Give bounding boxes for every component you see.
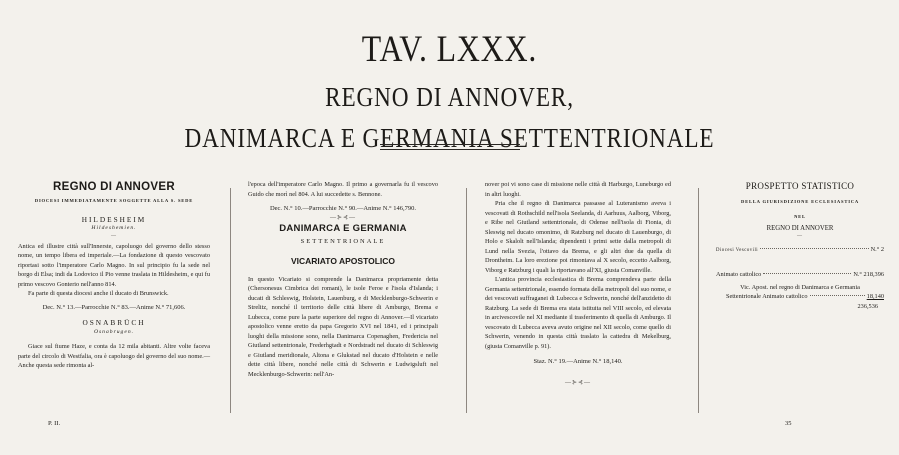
vicariate-heading: VICARIATO APOSTOLICO — [290, 255, 396, 266]
row-dioceses-label: Diocesi Vescovili — [716, 247, 759, 253]
leader-dots — [810, 295, 865, 296]
column-divider-1 — [230, 188, 231, 413]
brunswick-paragraph: Fa parte di questa diocesi anche il ducato di Brunswick. — [28, 290, 169, 297]
row-vicariate-value: 18,140 — [866, 293, 884, 300]
vicariate-statistics: Staz. N.° 19.—Anime N.° 18,140. — [533, 358, 623, 365]
vicariate-paragraph: In questo Vicariato si comprende la Danimarca propriamente detta (Chersonesus Cimbrica dei romani), le isole Feroe e l'isola d'Islanda; i ducati di Schleswig, Holstein, Lauenburg, e di Mecklenburgo-Schwerin e Strelitz, nonché il territorio delle città libere di Amburgo, Brema e Lubecca, come pure la parte superiore del regno di Annover.—Il vicariato apostolico venne eretto da papa Gregorio XVI nel 1841, ed i principali luoghi della missione sono, nella Danimarca Copenaghen, Fredericia nel Giutland settentrionale, Frederhgtadt e Nordstradt nel ducato di Schleswig e Giutland meridionale, Altona e Glukstad nel ducato d'Holstein e nelle dette città libere, nonché nelle città di Schwerin e Ludwigsluft nel Mecklenburgo-Schwerin: nell'An- — [248, 275, 438, 378]
page-footer-left: P. II. — [48, 420, 61, 427]
row-vicariate-label-b: Settentrionale Animato cattolico — [726, 293, 808, 300]
ornament-end: —⊱⊰— — [564, 379, 592, 386]
leader-dots — [760, 248, 869, 249]
diocese-osnabruch: OSNABRÜCH — [82, 318, 146, 327]
statistics-sub2: NEL — [794, 213, 806, 219]
missions-paragraph: nover poi vi sono case di missione nelle città di Harburgo, Luneburgo ed in altri luoghi. — [485, 181, 671, 198]
diocese-osnabruch-latin: Osnabrugen. — [93, 328, 135, 335]
bremen-paragraph: L'antica provincia ecclesiastica di Brema comprendeva parte della Germania settentrionale, essendo formata della metropoli del suo nome, e dei vescovati suffraganei di Lubecca e Schwerin, nonché dell'anzidetto di Ratzburg. La sede di Brema era stata istituita nel VIII secolo, ed elevata in arcivescovile nel XI mediante il trasferimento di quella di Amburgo. Il vescovato di Lubecca aveva avuto origine nel XII secolo, come quello di Schwerin, venendo in questa città traslato la cattedra di Mekelburg, (giusta Comanville p. 91). — [485, 276, 671, 350]
danimarca-subheading: SETTENTRIONALE — [300, 238, 386, 245]
ornament-divider: —⊱⊰— — [329, 214, 357, 221]
column-divider-2 — [466, 188, 467, 413]
osnabruch-paragraph: Giace sul fiume Haze, e conta da 12 mila abitanti. Altre volte faceva parte del circolo di Westfalia, ora è capoluogo del governo del suo nome.—Anche questa sede rimonta al- — [18, 343, 210, 369]
title-line-2: DANIMARCA E GERMANIA SETTENTRIONALE — [184, 123, 715, 153]
osnabruch-continuation: l'epoca dell'imperatore Carlo Magno. Il primo a governarla fu il vescovo Guido che morì nel 804. A lui succedette s. Bennone. — [248, 181, 438, 198]
row-catholics — [716, 270, 884, 280]
column-divider-3 — [698, 188, 699, 413]
statistics-sub1: DELLA GIURISDIZIONE ECCLESIASTICA — [740, 199, 860, 204]
row-dioceses — [716, 245, 884, 256]
page-number: 35 — [785, 420, 792, 427]
row-vicariate-line — [716, 292, 884, 302]
column-statistics — [716, 180, 884, 311]
row-catholics-label: Animato cattolico — [716, 271, 762, 278]
leader-dots — [763, 273, 851, 274]
row-catholics-value: N.° 218,396 — [853, 271, 884, 278]
lutheranism-paragraph: Pria che il regno di Danimarca passasse al Luteranismo aveva i vescovati di Rothschild nell'isola Seelanda, di Aarhuus, Aalborg, Viborg, e Ribe nel Giutland settentrionale, di Odense nell'isola di Fionia, di Sleswig nel ducato omonimo, di Ratzburg nel ducato di Lauenburgo, di Holo e Skalolt nell'Islanda; dipendenti i primi sette dalla metropoli di Lund nella Svezia, l'ottavo da Brema, e gli altri due da quella di Drontheim. La loro erezione poi rimontava al X secolo, eccetto Aalborg, Viborg e Ratzburg i quali la riportavano all'XI, giusta Comanville. — [485, 200, 671, 274]
diocese-hildesheim-latin: Hildeshemien. — [91, 225, 137, 231]
title-double-rule — [380, 144, 520, 150]
row-vicariate-label-a: Vic. Apost. nel regno di Danimarca e Germania — [740, 283, 860, 291]
hildesheim-paragraph: Antica ed illustre città sull'Innerste, capoluogo del governo dello stesso nome, un tempo libera ed imperiale.—La fondazione di questo vescovato riportasi sotto l'imperatore Carlo Magno. In sul principio fu la sede nel borgo di Elsa; indi da Lodovico il Pio venne traslata in Hildesheim, e qui fu primo vescovo Gonterio nell'anno 814. — [18, 242, 210, 288]
title-line-1: REGNO DI ANNOVER, — [325, 82, 574, 112]
small-rule: — — [111, 233, 117, 239]
diocese-hildesheim: HILDESHEIM — [81, 214, 147, 224]
statistics-heading: PROSPETTO STATISTICO — [745, 181, 855, 191]
kingdom-heading: REGNO DI ANNOVER — [53, 181, 175, 193]
row-vicariate — [716, 283, 884, 302]
row-dioceses-value: N.° 2 — [870, 245, 884, 253]
total-value: 236,536 — [857, 302, 878, 310]
small-rule-2: — — [797, 233, 803, 239]
osnabruch-statistics: Dec. N.° 10.—Parrocchie N.° 90.—Anime N.° 146,790. — [269, 205, 417, 212]
plate-number: TAV. LXXX. — [361, 29, 538, 70]
hildesheim-statistics: Dec. N.° 13.—Parrocchie N.° 83.—Anime N.° 71,606. — [42, 303, 186, 311]
danimarca-heading: DANIMARCA E GERMANIA — [279, 223, 407, 234]
dioceses-subheading: DIOCESI IMMEDIATAMENTE SOGGETTE ALLA S. SEDE — [34, 198, 194, 203]
column-danimarca — [248, 180, 438, 379]
statistics-sub3: REGNO DI ANNOVER — [766, 225, 834, 232]
plate-title-block — [0, 30, 899, 153]
column-hannover-dioceses — [18, 180, 210, 371]
column-history — [485, 180, 671, 388]
